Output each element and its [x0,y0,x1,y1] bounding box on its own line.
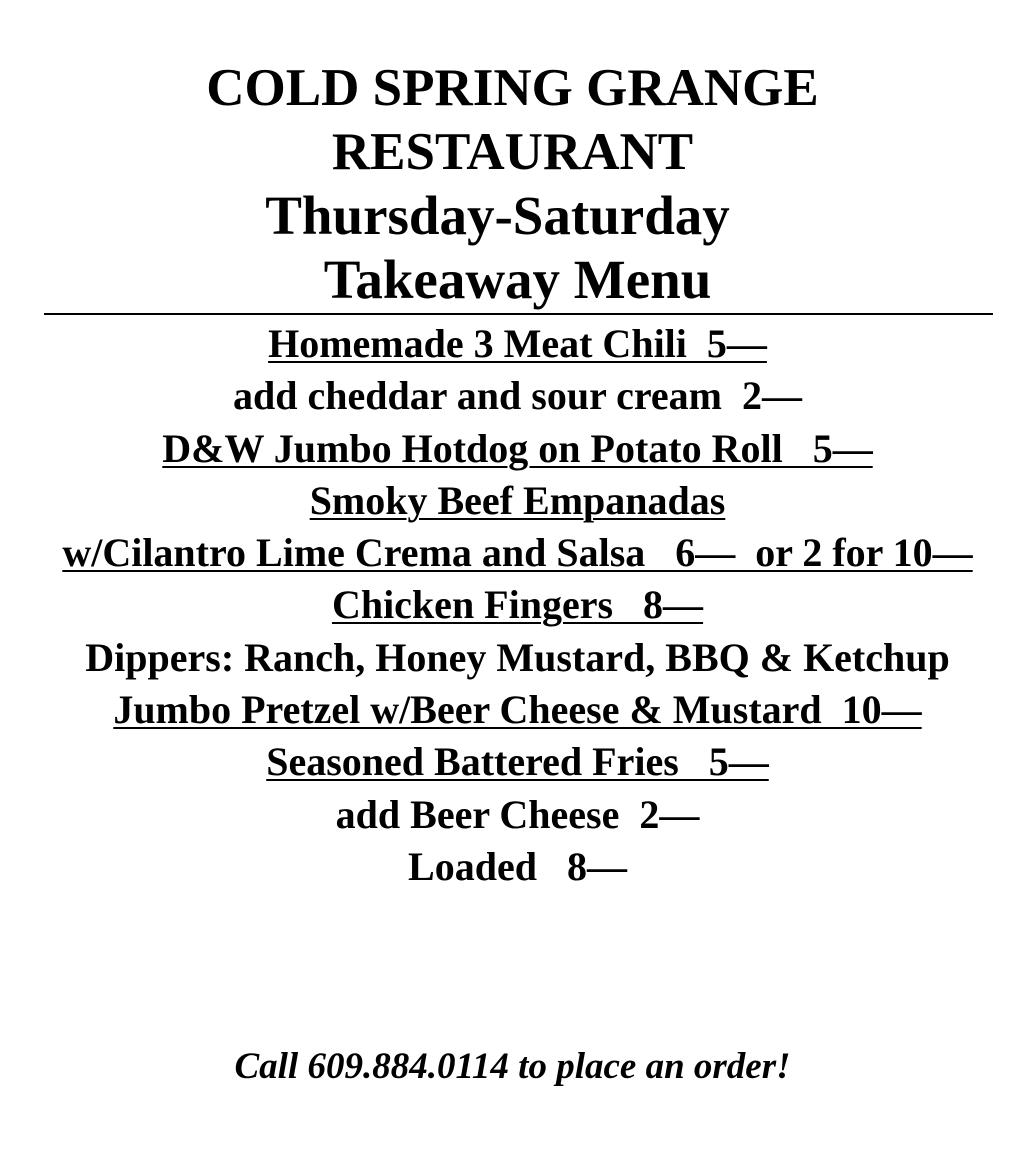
menu-item-pretzel: Jumbo Pretzel w/Beer Cheese & Mustard 10— [113,687,922,733]
menu-item-chicken-fingers: Chicken Fingers 8— [331,582,704,628]
menu-item-empanadas: Smoky Beef Empanadas [309,477,726,523]
menu-heading: Takeaway Menu [323,249,712,310]
restaurant-name-line2: RESTAURANT [331,123,694,181]
menu-item-chili: Homemade 3 Meat Chili 5— [268,321,767,366]
menu-items [40,318,995,893]
header-divider [44,313,993,315]
menu-addon-cheddar: add cheddar and sour cream 2— [233,373,802,419]
menu-addon-beer-cheese: add Beer Cheese 2— [335,791,700,837]
menu-item-empanadas-detail: w/Cilantro Lime Crema and Salsa 6— or 2 for 10— [62,530,973,576]
restaurant-name-line1: COLD SPRING GRANGE [206,59,819,117]
days-heading: Thursday-Saturday [265,185,730,246]
menu-dippers: Dippers: Ranch, Honey Mustard, BBQ & Ketchup [85,634,950,680]
menu-header [0,56,1025,312]
order-phone-line: Call 609.884.0114 to place an order! [234,1046,791,1087]
menu-item-hotdog: D&W Jumbo Hotdog on Potato Roll 5— [162,425,873,471]
menu-addon-loaded: Loaded 8— [408,843,627,889]
menu-item-fries: Seasoned Battered Fries 5— [266,739,769,785]
